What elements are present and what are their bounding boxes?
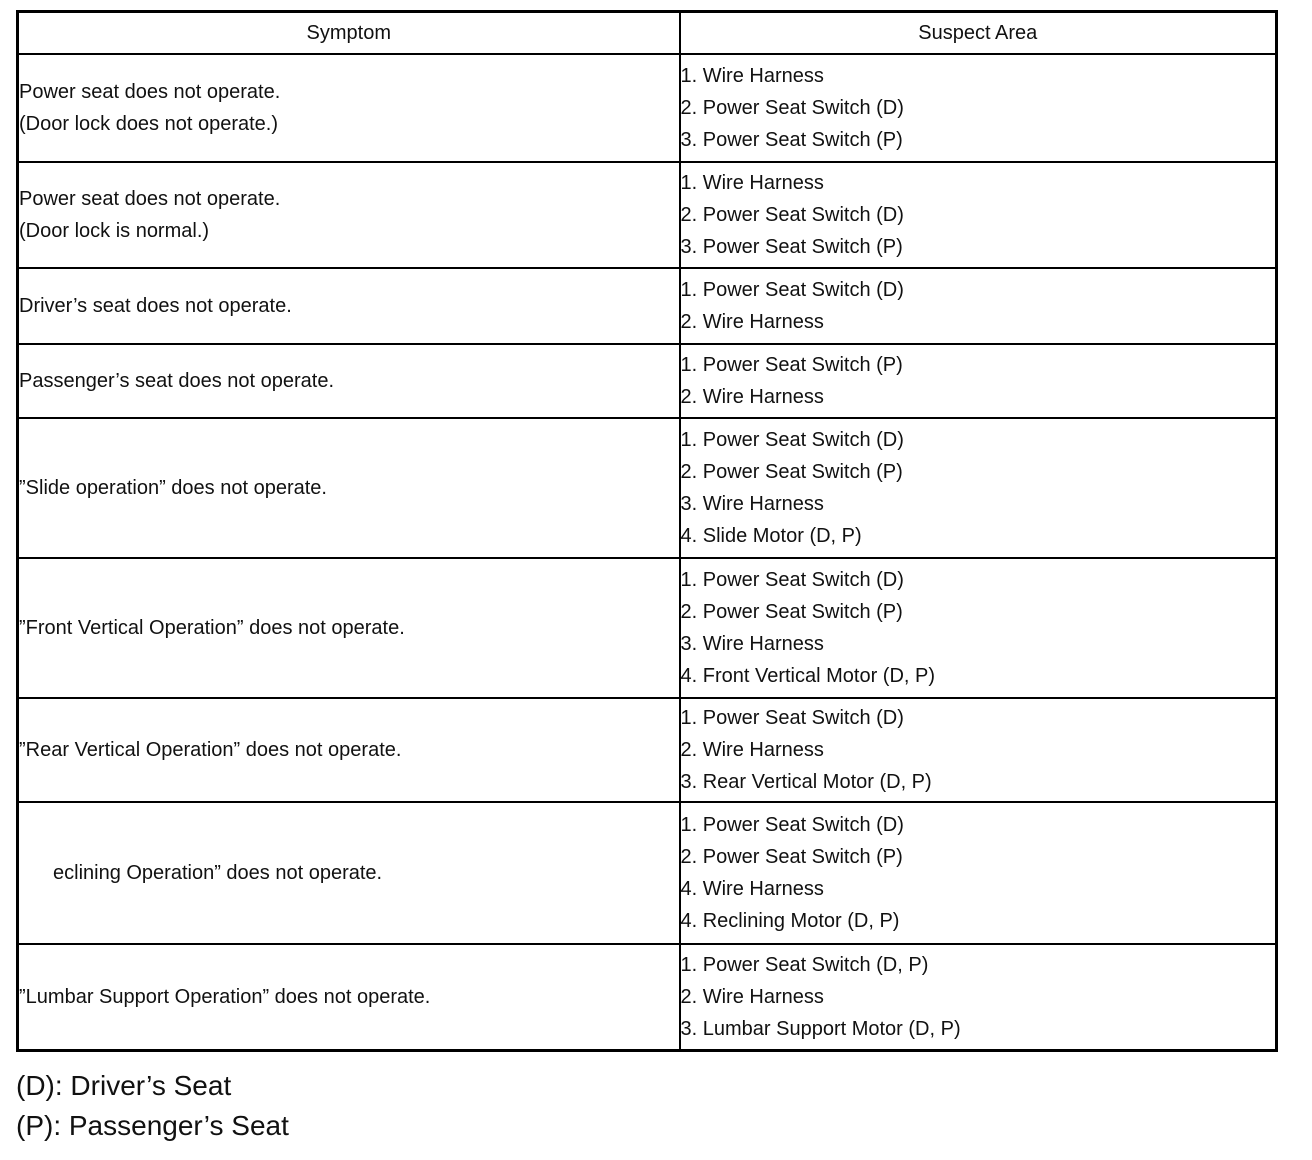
table-row xyxy=(18,162,1277,268)
suspect-area-item: 2. Power Seat Switch (P) xyxy=(680,846,903,868)
suspect-area-item: 1. Power Seat Switch (P) xyxy=(680,354,903,376)
symptom-cell xyxy=(18,344,680,418)
table-body xyxy=(18,54,1277,1050)
suspect-area-item: 1. Power Seat Switch (D, P) xyxy=(680,953,929,976)
symptom-text: ”Lumbar Support Operation” does not operate. xyxy=(19,985,431,1008)
symptom-text: Power seat does not operate. xyxy=(19,188,281,210)
legend-notes xyxy=(16,1066,289,1146)
suspect-area-cell xyxy=(680,558,1277,698)
symptom-text: Passenger’s seat does not operate. xyxy=(19,370,335,392)
symptom-cell xyxy=(18,418,680,558)
suspect-area-item: 1. Power Seat Switch (D) xyxy=(680,569,904,591)
suspect-area-cell xyxy=(680,802,1277,944)
suspect-area-item: 1. Power Seat Switch (D) xyxy=(680,429,904,451)
table-row xyxy=(18,418,1277,558)
symptom-text: Driver’s seat does not operate. xyxy=(19,295,292,317)
suspect-area-item: 2. Wire Harness xyxy=(680,386,824,408)
table-header-row xyxy=(18,12,1277,55)
symptom-text: ”Rear Vertical Operation” does not operate. xyxy=(19,739,402,761)
suspect-area-item: 1. Power Seat Switch (D) xyxy=(680,707,904,729)
troubleshooting-table xyxy=(16,10,1278,1052)
symptom-column-header: Symptom xyxy=(18,12,680,55)
suspect-area-item: 3. Rear Vertical Motor (D, P) xyxy=(680,771,932,793)
suspect-area-cell xyxy=(680,344,1277,418)
suspect-area-item: 4. Slide Motor (D, P) xyxy=(680,525,862,547)
suspect-area-item: 2. Wire Harness xyxy=(680,985,824,1008)
suspect-area-cell xyxy=(680,54,1277,162)
symptom-text: (Door lock is normal.) xyxy=(19,220,210,242)
suspect-area-item: 3. Wire Harness xyxy=(680,493,824,515)
suspect-area-item: 2. Power Seat Switch (P) xyxy=(680,461,903,483)
symptom-text: (Door lock does not operate.) xyxy=(19,113,279,135)
symptom-cell xyxy=(18,54,680,162)
symptom-cell xyxy=(18,944,680,1050)
suspect-area-cell xyxy=(680,944,1277,1050)
suspect-area-item: 3. Power Seat Switch (P) xyxy=(680,236,903,258)
symptom-cell xyxy=(18,802,680,944)
table-row xyxy=(18,54,1277,162)
symptom-cell xyxy=(18,558,680,698)
suspect-area-cell xyxy=(680,418,1277,558)
suspect-area-cell xyxy=(680,268,1277,344)
table-row xyxy=(18,944,1277,1050)
suspect-area-cell xyxy=(680,698,1277,802)
suspect-area-item: 2. Power Seat Switch (D) xyxy=(680,204,904,226)
table-row xyxy=(18,698,1277,802)
table-row xyxy=(18,802,1277,944)
suspect-area-item: 1. Wire Harness xyxy=(680,172,824,194)
suspect-area-item: 2. Wire Harness xyxy=(680,311,824,333)
suspect-area-item: 3. Lumbar Support Motor (D, P) xyxy=(680,1017,961,1040)
suspect-area-item: 2. Power Seat Switch (P) xyxy=(680,601,903,623)
suspect-area-item: 4. Front Vertical Motor (D, P) xyxy=(680,665,936,687)
suspect-area-item: 1. Power Seat Switch (D) xyxy=(680,814,904,836)
suspect-area-item: 2. Power Seat Switch (D) xyxy=(680,97,904,119)
symptom-cell xyxy=(18,698,680,802)
symptom-cell xyxy=(18,268,680,344)
legend-note-passenger: (P): Passenger’s Seat xyxy=(16,1110,289,1141)
suspect-area-column-header: Suspect Area xyxy=(680,12,1277,55)
symptom-text: Power seat does not operate. xyxy=(19,81,281,103)
table-row xyxy=(18,268,1277,344)
table-row xyxy=(18,344,1277,418)
symptom-cell xyxy=(18,162,680,268)
symptom-text: ”Slide operation” does not operate. xyxy=(19,477,327,499)
suspect-area-item: 3. Power Seat Switch (P) xyxy=(680,129,903,151)
suspect-area-item: 4. Reclining Motor (D, P) xyxy=(680,910,900,932)
suspect-area-item: 2. Wire Harness xyxy=(680,739,824,761)
legend-note-driver: (D): Driver’s Seat xyxy=(16,1070,232,1101)
symptom-text: eclining Operation” does not operate. xyxy=(53,862,383,884)
suspect-area-item: 4. Wire Harness xyxy=(680,878,824,900)
suspect-area-item: 3. Wire Harness xyxy=(680,633,824,655)
suspect-area-item: 1. Power Seat Switch (D) xyxy=(680,279,904,301)
symptom-text: ”Front Vertical Operation” does not operate. xyxy=(19,617,405,639)
suspect-area-cell xyxy=(680,162,1277,268)
table-row xyxy=(18,558,1277,698)
suspect-area-item: 1. Wire Harness xyxy=(680,65,824,87)
